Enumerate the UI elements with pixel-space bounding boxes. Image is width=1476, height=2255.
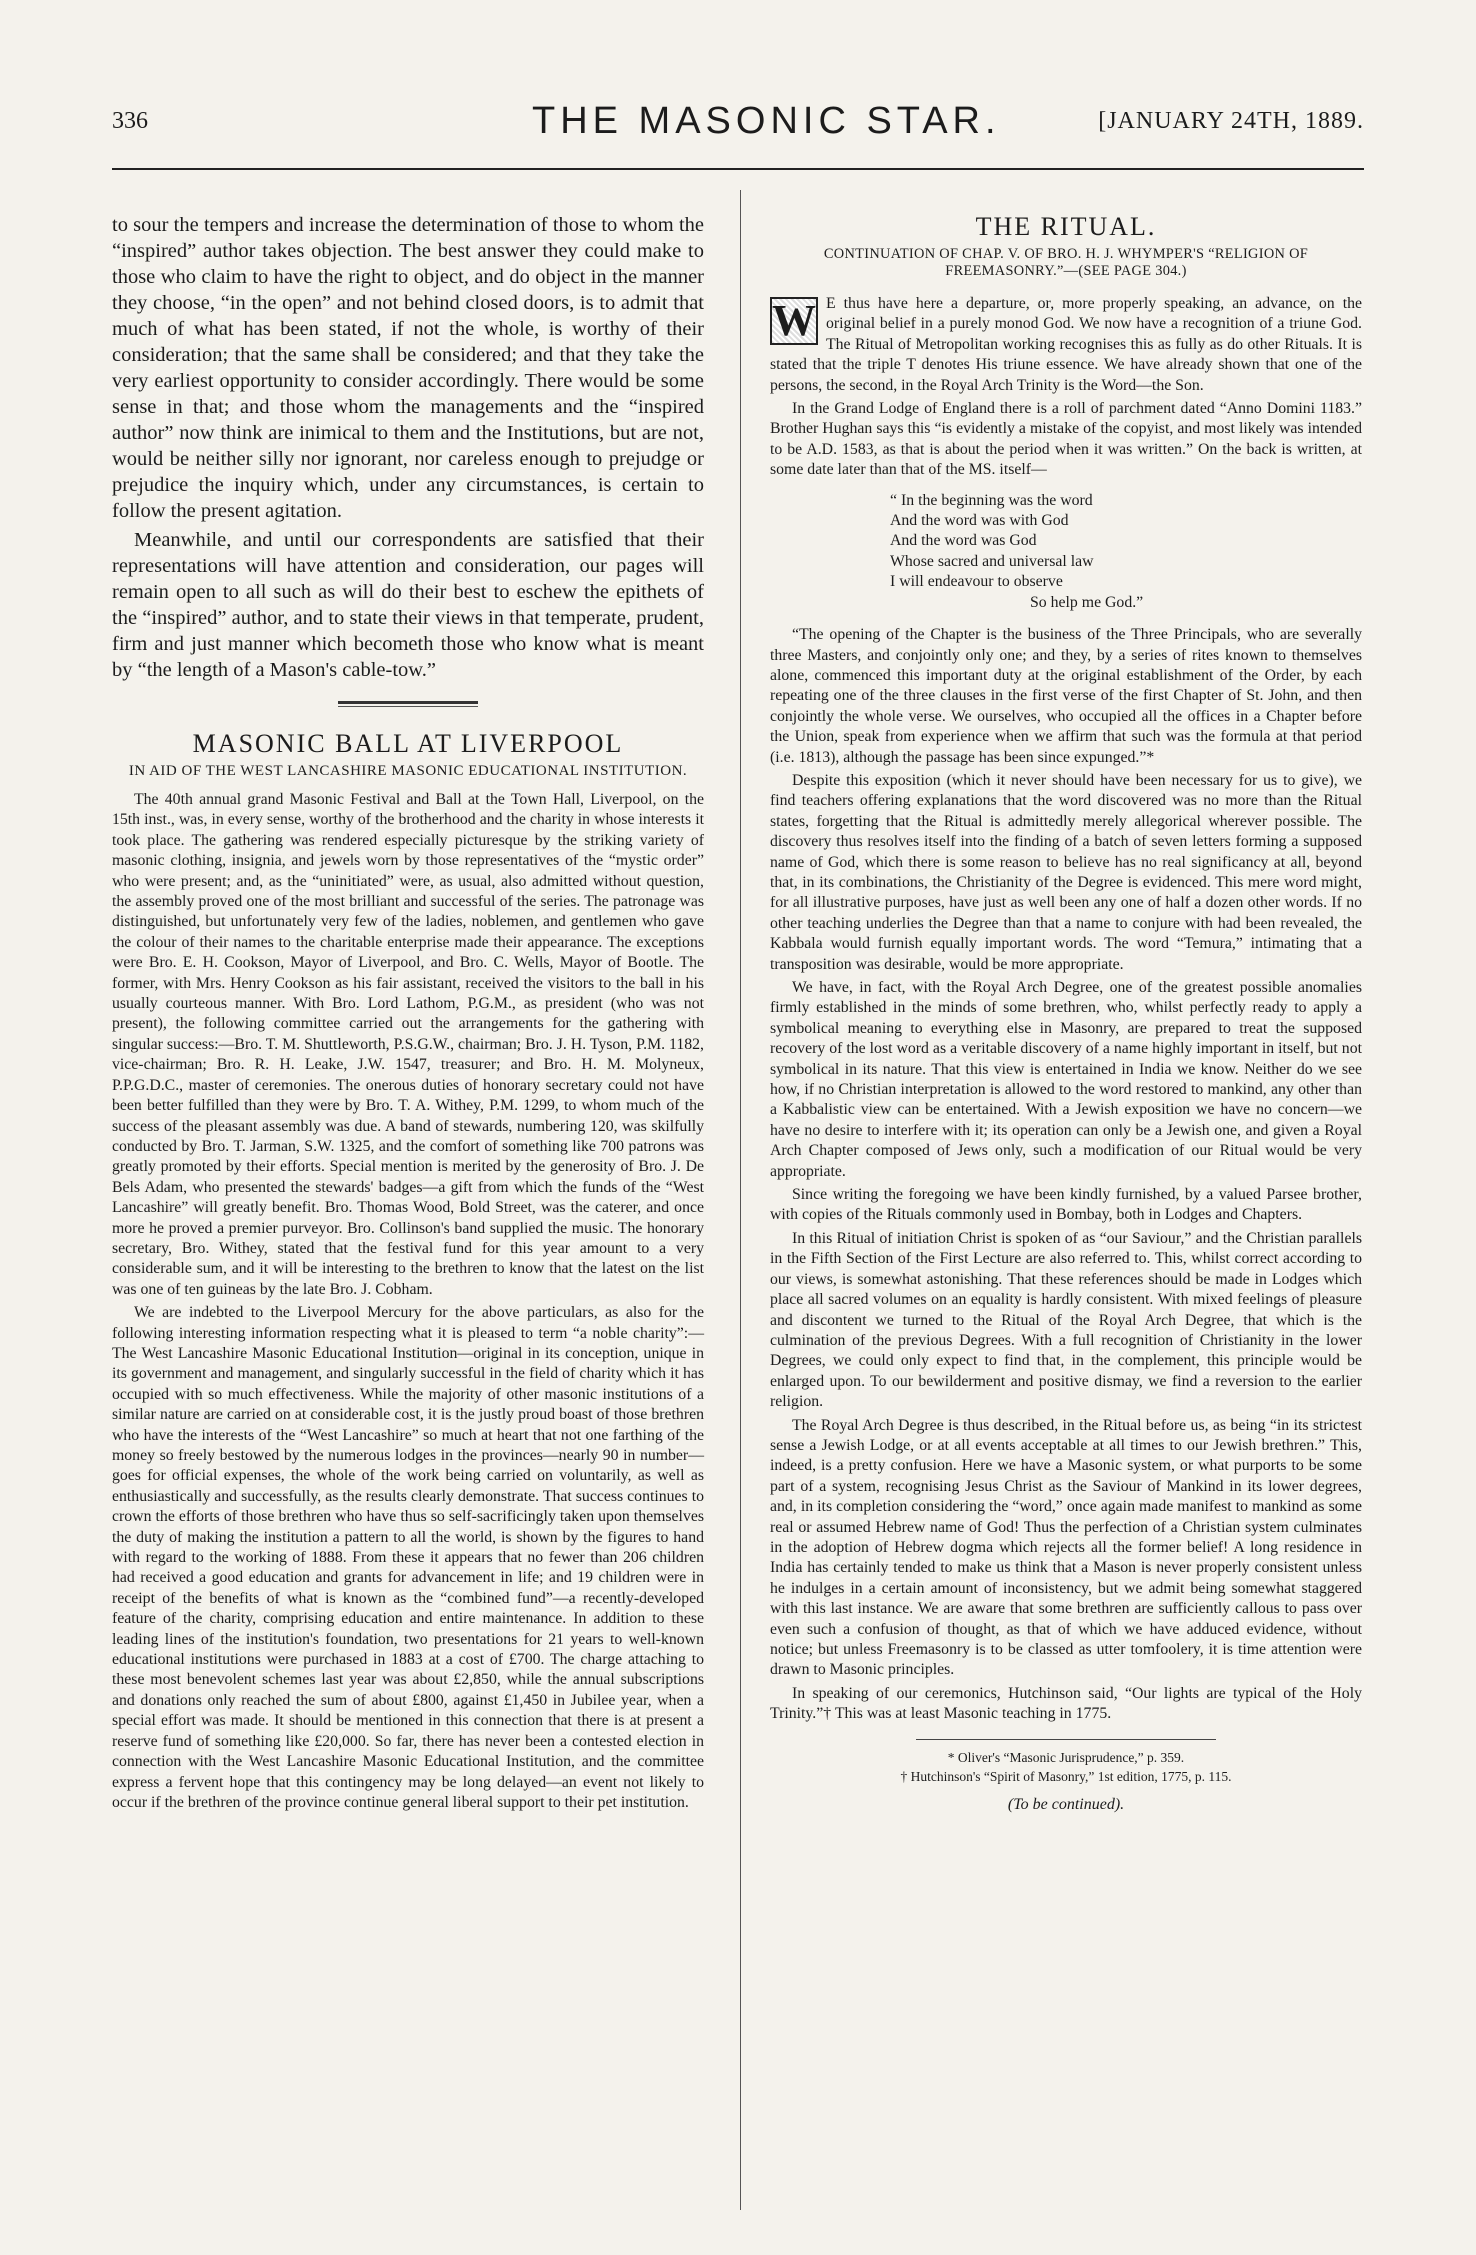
paragraph: “The opening of the Chapter is the business of the Three Principals, who are severally three Masters, and conjointly only one; and they, by a series of rites known to themselves alone, commenced this important duty at the original establishment of the Order, by each repeating one of the three clauses in the first verse of the first Chapter of St. John, and then conjointly the whole verse. We ourselves, who occupied all the offices in a Chapter before the Union, speak from experience when we affirm that such was the formula at that period (i.e. 1813), although the passage has been since expunged.”* bbox=[770, 626, 1362, 766]
ball-article bbox=[112, 790, 704, 1813]
verse-line: So help me God.” bbox=[1030, 593, 1144, 611]
editorial-continuation bbox=[112, 212, 704, 683]
verse-line: And the word was God bbox=[890, 532, 1037, 550]
masthead-title: THE MASONIC STAR. bbox=[532, 100, 1001, 142]
verse-line: And the word was with God bbox=[890, 512, 1069, 530]
verse-block bbox=[890, 491, 1362, 613]
paragraph: Despite this exposition (which it never should have been necessary for us to give), we find teachers offering explanations that the word discovered was no more than the Ritual states, forgetting that the Ritual is admittedly merely allegorical wherever possible. The discovery thus resolves itself into the finding of a batch of seven letters forming a supposed name of God, which there is some reason to believe has no real significancy at all, beyond that, in its combinations, the Christianity of the Degree is evidenced. This mere word might, for all illustrative purposes, have just as well been any one of half a dozen other words. If no other teaching underlies the Degree than that a name to conjure with had been revealed, the Kabbala would furnish equally important words. The word “Temura,” intimating that a transposition was desirable, would be more appropriate. bbox=[770, 771, 1362, 973]
drop-cap: W bbox=[772, 296, 816, 345]
section-separator bbox=[338, 701, 478, 707]
article-subheading: CONTINUATION OF CHAP. V. OF BRO. H. J. WHYMPER'S “RELIGION OF FREEMASONRY.”—(SEE PAGE 304.) bbox=[823, 246, 1309, 279]
footnote: * Oliver's “Masonic Jurisprudence,” p. 359. bbox=[947, 1749, 1185, 1765]
paragraph: Meanwhile, and until our correspondents are satisfied that their representations will have attention and consideration, our pages will remain open to all such as will do their best to eschew the epithets of the “inspired” author, and to state their views in that temperate, prudent, firm and just manner which becometh those who know what is meant by “the length of a Mason's cable-tow.” bbox=[112, 529, 704, 681]
verse-line: I will endeavour to observe bbox=[890, 573, 1063, 591]
paragraph: In the Grand Lodge of England there is a roll of parchment dated “Anno Domini 1183.” Brother Hughan says this “is evidently a mistake of the copyist, and most likely was intended to be A.D. 1583, as that is about the period when it was written.” On the back is written, at some date later than that of the MS. itself— bbox=[770, 400, 1362, 479]
issue-date: [JANUARY 24TH, 1889. bbox=[1098, 108, 1364, 134]
verse-line: Whose sacred and universal law bbox=[890, 552, 1094, 570]
page-header bbox=[112, 100, 1364, 160]
right-column bbox=[770, 212, 1362, 1814]
left-column bbox=[112, 212, 704, 1816]
paragraph: Since writing the foregoing we have been kindly furnished, by a valued Parsee brother, with copies of the Rituals commonly used in Bombay, both in Lodges and Chapters. bbox=[770, 1186, 1362, 1224]
paragraph-text: E thus have here a departure, or, more properly speaking, an advance, on the original belief in a purely monod God. We now have a recognition of a triune God. The Ritual of Metropolitan working recognises this as fully as do other Rituals. It is stated that the triple T denotes His triune essence. We have already shown that one of the persons, the second, in the Royal Arch Trinity is the Word—the Son. bbox=[770, 295, 1362, 394]
column-divider bbox=[740, 190, 741, 2210]
article-subheading: IN AID OF THE WEST LANCASHIRE MASONIC EDUCATIONAL INSTITUTION. bbox=[128, 763, 688, 779]
continued-notice: (To be continued). bbox=[1007, 1795, 1125, 1813]
footnote-rule bbox=[916, 1739, 1216, 1740]
paragraph: We have, in fact, with the Royal Arch Degree, one of the greatest possible anomalies firmly established in the minds of some brethren, who, whilst perfectly ready to apply a symbolical meaning to everything else in Masonry, are prepared to treat the supposed recovery of the lost word as a veritable discovery of a name highly important in itself, but not symbolical in its nature. That this view is entertained in India we know. Neither do we see how, if no Christian interpretation is allowed to the word restored to mankind, any other than a Kabbalistic view can be entertained. With a Jewish exposition we have no concern—we have no desire to interfere with it; its operation can only be a Jewish one, and given a Royal Arch Chapter composed of Jews only, such a modification of our Ritual would be very appropriate. bbox=[770, 979, 1362, 1180]
opening-paragraph bbox=[770, 294, 1362, 396]
ritual-article bbox=[770, 294, 1362, 1725]
paragraph: The 40th annual grand Masonic Festival and Ball at the Town Hall, Liverpool, on the 15th inst., was, in every sense, worthy of the brotherhood and the charity in whose interests it took place. The gathering was rendered especially picturesque by the striking variety of masonic clothing, insignia, and jewels worn by those representatives of the “mystic order” who were present; and, as the “uninitiated” were, as usual, also admitted without question, the assembly proved one of the most brilliant and successful of the series. The patronage was distinguished, but unfortunately very few of the ladies, noblemen, and gentlemen who gave the colour of their names to the charitable enterprise made their appearance. The exceptions were Bro. E. H. Cookson, Mayor of Liverpool, and Bro. C. Wells, Mayor of Bootle. The former, with Mrs. Henry Cookson as his fair assistant, received the visitors to the ball in his usually courteous manner. With Bro. Lord Lathom, P.G.M., as president (who was not present), the following committee carried out the arrangements for the gathering with singular success:—Bro. T. M. Shuttleworth, P.S.G.W., chairman; Bro. J. H. Tyson, P.M. 1182, vice-chairman; Bro. R. H. Leake, J.W. 1547, treasurer; and Bro. H. M. Molyneux, P.P.G.D.C., master of ceremonies. The onerous duties of honorary secretary could not have been better fulfilled than they were by Bro. T. A. Withey, P.M. 1299, to whom much of the success of the pleasant assembly was due. A band of stewards, numbering 120, was skilfully conducted by Bro. T. Jarman, S.W. 1325, and the comfort of something like 700 patrons was greatly promoted by their efforts. Special mention is merited by the generosity of Bro. J. De Bels Adam, who presented the stewards' badges—a gift from which the funds of the “West Lancashire” will greatly benefit. Bro. Thomas Wood, Bold Street, was the caterer, and once more he proved a premier purveyor. Bro. Collinson's band supplied the music. The honorary secretary, Bro. Withey, stated that the festival fund for this year amount to a very considerable sum, and it will be interesting to the brethren to know that the latest on the list was one of ten guineas by the late Bro. J. Cobham. bbox=[112, 791, 704, 1298]
page-number: 336 bbox=[112, 108, 148, 134]
paragraph: In speaking of our ceremonics, Hutchinson said, “Our lights are typical of the Holy Trinity.”† This was at least Masonic teaching in 1775. bbox=[770, 1684, 1362, 1723]
paragraph: The Royal Arch Degree is thus described, in the Ritual before us, as being “in its strictest sense a Jewish Lodge, or at all events acceptable at all times to our Jewish brethren.” This, indeed, is a pretty confusion. Here we have a Masonic system, or what purports to be some part of a system, recognising Jesus Christ as the Saviour of Mankind in its lower degrees, and, in its completion considering the “word,” once again made manifest to mankind as some real or assumed Hebrew name of God! Thus the perfection of a Christian system culminates in the adoption of Hebrew dogma which rejects all the former belief! A long residence in India has certainly tended to make us think that a Mason is never properly consistent unless he indulges in a certain amount of inconsistency, but we admit being somewhat staggered with this last instance. We are aware that some brethren are sufficiently callous to pass over even such a confusion of thought, as that of which we have adduced evidence, without notice; but unless Freemasonry is to be classed as utter tomfoolery, it is time attention were drawn to Masonic principles. bbox=[770, 1416, 1362, 1679]
paragraph: We are indebted to the Liverpool Mercury for the above particulars, as also for the following interesting information respecting what it is pleased to term “a noble charity”:—The West Lancashire Masonic Educational Institution—original in its conception, unique in its government and management, and singularly successful in the field of charity which it has occupied with so much effectiveness. While the majority of other masonic institutions of a similar nature are carried on at considerable cost, it is the justly proud boast of those brethren who have the interests of the “West Lancashire” so much at heart that not one farthing of the money so freely bestowed by the numerous lodges in the provinces—nearly 90 in number—goes for official expenses, the whole of the work being carried on voluntarily, as well as enthusiastically and successfully, as the results clearly demonstrate. That success continues to crown the efforts of those brethren who have thus so self-sacrificingly taken upon themselves the duty of making the institution a pattern to all the world, is shown by the figures to hand with regard to the working of 1888. From these it appears that no fewer than 206 children had received a good education and grants for advancement in life; and 19 children were in receipt of the benefits of what is known as the “combined fund”—a recently-developed feature of the charity, comprising education and entire maintenance. In addition to these leading lines of the institution's foundation, two presentations for 21 years to well-known educational institutions were purchased in 1883 at a cost of £700. The charge attaching to these most benevolent schemes last year was about £2,850, while the annual subscriptions and donations only reached the sum of about £800, against £1,450 in Jubilee year, when a special effort was made. It should be mentioned in this connection that there is at present a reserve fund of something like £20,000. So far, there has never been a contested election in connection with the West Lancashire Masonic Educational Institution, and the committee express a fervent hope that this contingency may be long delayed—an event not likely to occur if the brethren of the province continue general liberal support to their pet institution. bbox=[112, 1304, 704, 1811]
footnote: † Hutchinson's “Spirit of Masonry,” 1st edition, 1775, p. 115. bbox=[900, 1768, 1232, 1784]
header-rule bbox=[112, 168, 1364, 170]
paragraph: to sour the tempers and increase the determination of those to whom the “inspired” author takes objection. The best answer they could make to those who claim to have the right to object, and do object in the manner they choose, “in the open” and not behind closed doors, is to admit that much of what has been stated, if not the whole, is worthy of their consideration; that the same shall be considered; and that they take the very earliest opportunity to consider accordingly. There would be some sense in that; and those whom the managements and the “inspired author” now think are inimical to them and the Institutions, but are not, would be neither silly nor ignorant, nor careless enough to prejudge or prejudice the inquiry which, under any circumstances, is certain to follow the present agitation. bbox=[112, 214, 704, 522]
article-heading: THE RITUAL. bbox=[975, 212, 1157, 241]
article-heading: MASONIC BALL AT LIVERPOOL bbox=[192, 729, 624, 758]
paragraph: In this Ritual of initiation Christ is spoken of as “our Saviour,” and the Christian parallels in the Fifth Section of the First Lecture are also referred to. This, whilst correct according to our views, is somewhat astonishing. That these references should be made in Lodges which place all sacred volumes on an equality is hardly consistent. With mixed feelings of pleasure and discontent we turned to the Ritual of the Royal Arch Degree, that which is the culmination of the previous Degrees. With a full recognition of Christianity in the lower Degrees, we could only expect to find that, in the complement, this principle would be enlarged upon. To our bewilderment and positive dismay, we find a reversion to the earlier religion. bbox=[770, 1229, 1362, 1411]
verse-line: “ In the beginning was the word bbox=[890, 491, 1093, 509]
